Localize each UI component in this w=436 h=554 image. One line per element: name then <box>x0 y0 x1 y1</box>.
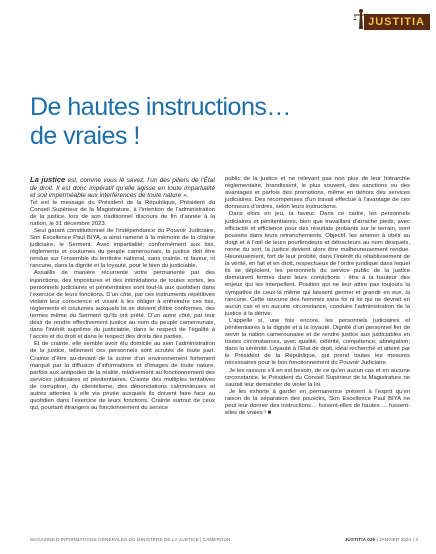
headline-line-2: de vraies ! <box>30 122 140 150</box>
article-lead <box>30 176 215 200</box>
article-column-2 <box>225 176 410 504</box>
paragraph: Et de crainte, elle semble avoir élu domicile au sein l’administration de la justice, tellement ces personnels sont scrutés de toute part. Crainte d’être au-devant de la scène d’un environnement fortement marqué par la diffusion d’informations et d’images de toute nature, parfois aux antipodes de la réalité, relativement au fonctionnement des services judiciaires et pénitentiaires. Crainte des multiples tentatives de corruption, du clientélisme, des dénonciations calomnieuses et autres attentes à elle via privée auxquels ils doivent faire face au quotidien dans l’exercice de leurs fonctions. Crainte surtout de ceux qui, pourtant étrangers au fonctionnement du service <box>30 341 215 412</box>
footer-brand: JUSTITIA 026 <box>344 536 376 542</box>
page-footer <box>30 534 418 544</box>
paragraph: Je les rassure s’il en est besoin, de ce qu’en aucun cas et en aucune circonstance, le Président du Conseil Supérieur de la Magistrature ne saurait leur demander de violer la loi. <box>225 367 410 388</box>
headline-line-1: De hautes instructions… <box>30 93 291 121</box>
paragraph: public de la justice et ne relevant pas non plus de leur hiérarchie réglementaire, brandissent, le plus souvent, des sanctions ou des avantages et parfois des promotions, même en dehors des services judiciaires. Des récompenses d’un travail effectué à l’avantage de ces donneurs d’ordres, selon leurs instructions. <box>225 176 410 211</box>
footer-issue: | JANVIER 2024 | 3 <box>375 536 418 542</box>
logo-text: JUSTITIA <box>364 14 430 30</box>
article-body <box>30 176 410 504</box>
lead-text: est, comme vous le savez, l’un des piliers de l’État de droit. Il est donc impératif qu’elle agisse en toute impartialité et soit imperméable aux interférences de toute nature ». <box>30 177 215 199</box>
paragraph: L’appelle si, une fois encore, les personnels judiciaires et pénitentiaires à la dignité et à la loyauté. Dignité d’un personnel fier de servir la nation camerounaise et de rendre justice aux justiciables en toutes circonstances, avec qualité, célérité, compétence, abnégation; dans la sérénité. Loyauté à l’État de droit, idéal recherché et atteint par le Président de la République, qui prend toutes les mesures nécessaires pour le bon fonctionnement du Pouvoir Judiciaire. <box>225 317 410 367</box>
footer-right <box>345 537 418 542</box>
page-title <box>30 93 400 151</box>
footer-left: MAGAZINE D’INFORMATIONS GÉNÉRALES DU MINISTÈRE DE LA JUSTICE | CAMEROUN <box>30 536 231 542</box>
paragraph: Seul garant constitutionnel de l’indépendance du Pouvoir Judiciaire, Son Excellence Paul BIYA, a ainsi ramené à la mémoire de la chaîne judiciaire, le Serment. Avec impartialité; conformément aux lois, règlements et coutumes du peuple camerounais, la justice doit être rendue sur l’ensemble du territoire national, sans crainte, ni faveur, ni rancune, dans la dignité et la loyauté, pour le bien du justiciable. <box>30 227 215 270</box>
article-column-1 <box>30 176 215 504</box>
lead-bold-word: La justice <box>30 176 66 184</box>
paragraph: Je les exhorte à garder en permanence présent à l’esprit qu’en raison de la séparation des pouvoirs, Son Excellence Paul BIYA ne peut leur donner des instructions… fussent-elles de hautes … fussent-elles de vraies ! ■ <box>225 388 410 417</box>
paragraph: Assaillis de manière récurrente votre permanente par des injonctions, des impostures et des intimidations de toutes sortes, les personnels judiciaires et pénitentiaires sont tout-là aux quotidien dans l’exercice de leurs fonctions. D’un côté, par ces instruments répétitives violant leur conscience et visant à les obliger à enfreindre ces lois, règlements et coutumes auxquels ils se doivent d’être conformes, des termes même du Serment qu’ils ont prêté. D’un autre côté, par leur désir de rendre effectivement justice au nom du peuple camerounais, dans l’intérêt suprême du justiciable, dans le respect de l’égalité à l’accès et du droit et dans le respect des droits des parties. <box>30 270 215 341</box>
justitia-logo <box>352 8 430 30</box>
paragraph: Dans elors en jeu, la faveur. Dans ce cadre, les personnels judiciaires et pénitentiaires, bien que travaillant d’arrache pieds, avec efficacité et efficience pour des résultats probants sur le terrain, sont poussés dans leurs retranchements. Objectif, les amener à obéir au doigt et à l’œil de leurs pourfendeurs et détracteurs au nom desquels, ronne du sort, la justice devient alors être malheureusement rendue. Heureusement, fort de leur probité, dans l’intérêt du rétablissement de la vérité, en fait et en droit, respectueux de l’ordre juridique dans lequel ils se déploient, les personnels du service public de la justice demeurent fermes dans leurs convictions : être à la hauteur des enjeux qui les interpellent. Position qui ne leur attire pas toujours la sympathie de ceux-là même qui laissent germer et grandir en eux, la rancune. Cette rancune des hommes sans foi ni loi qui ne devrait en aucun cas et en aucune circonstance, conduire l’administration de la justice à la dérive. <box>225 211 410 317</box>
paragraph: Tel est le message du Président de la République, Président du Conseil Supérieur de la Magistrature, à l’intention de l’administration de la justice, lors de son traditionnel discours de fin d’année à la nation, le 31 décembre 2023. <box>30 199 215 227</box>
